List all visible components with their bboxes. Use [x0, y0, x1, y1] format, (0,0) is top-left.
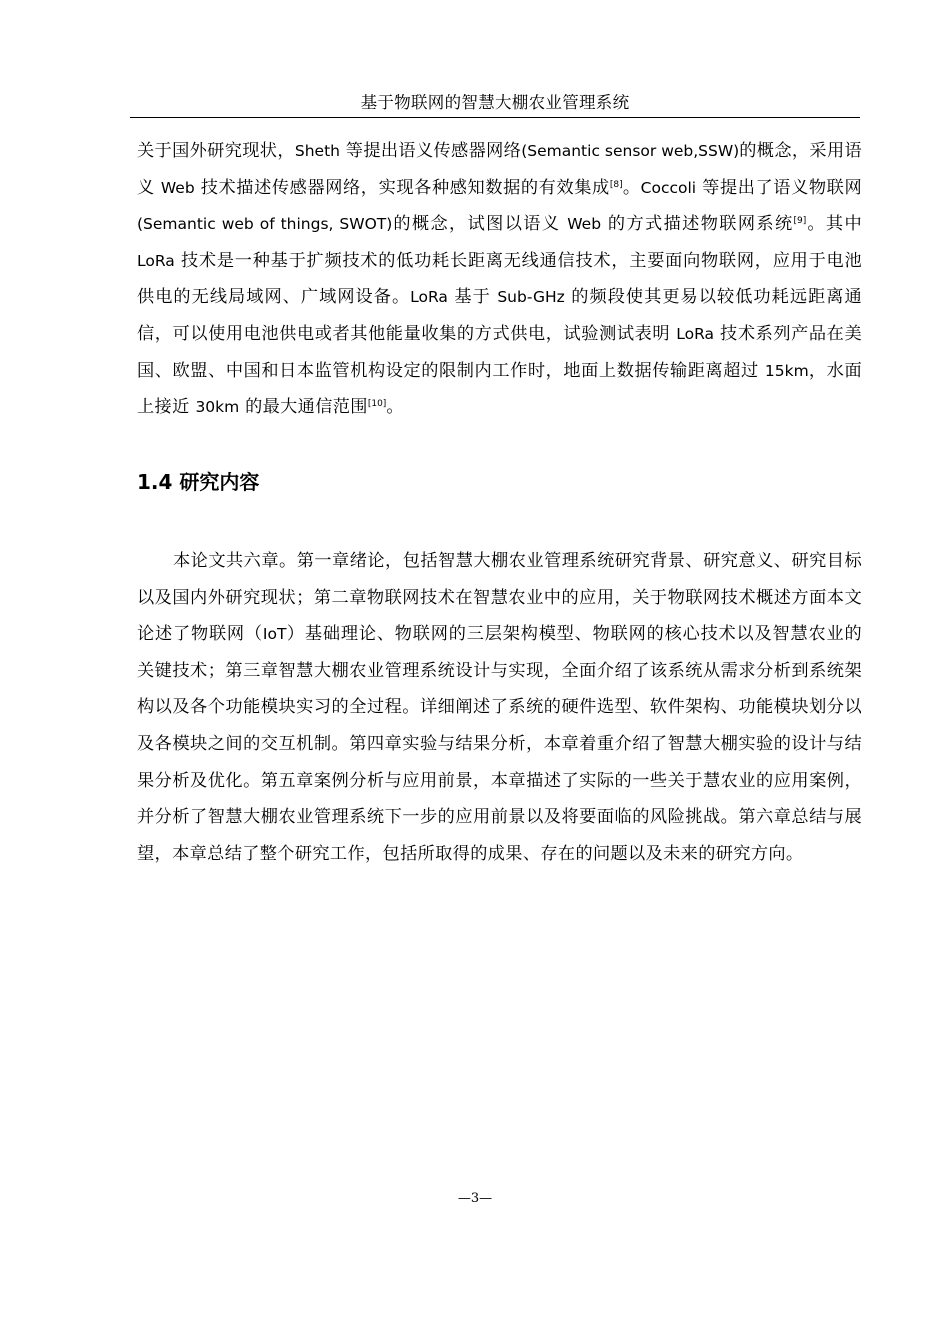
text-run: 技术系列产品在美国、欧盟、中国和日本监管机构设定的限制内工作时，地面上数据传输距离超过: [137, 323, 862, 381]
text-run-latin: Sheth: [294, 142, 340, 160]
text-run: ，水面上接近: [137, 360, 862, 418]
text-run-latin: (Semantic web of things, SWOT): [137, 215, 393, 234]
text-run: 等提出语义传感器网络: [339, 141, 522, 161]
text-run: 。: [622, 177, 641, 198]
header-divider: [130, 117, 860, 118]
text-run: 的频段使其更易以较低功耗远距离通信，可以使用电池供电或者其他能量收集的方式供电，试验测试表明: [137, 287, 862, 344]
text-run-latin: Web: [567, 215, 602, 234]
text-run-latin: IoT: [262, 625, 287, 644]
text-run: 。其中: [806, 214, 862, 235]
paragraph-foreign-research: [137, 133, 862, 426]
text-run-latin: LoRa: [137, 251, 175, 270]
text-run-latin: 15km: [764, 361, 809, 380]
text-run: 的方式描述物联网系统: [601, 214, 794, 235]
text-run-latin: 30km: [195, 398, 240, 417]
text-run: 技术描述传感器网络，实现各种感知数据的有效集成: [194, 177, 610, 198]
text-run: 的最大通信范围: [239, 397, 368, 418]
text-run: 技术是一种基于扩频技术的低功耗长距离无线通信技术，主要面向物联网，应用于电池供电的无线局域网、广域网设备。: [137, 250, 862, 308]
text-run-latin: (Semantic sensor web,SSW): [521, 142, 740, 160]
text-run: ）基础理论、物联网的三层架构模型、物联网的核心技术以及智慧农业的关键技术；第三章智慧大棚农业管理系统设计与实现，全面介绍了该系统从需求分析到系统架构以及各个功能模块实习的全过程。详细阐述了系统的硬件选型、软件架构、功能模块划分以及各模块之间的交互机制。第四章实验与结果分析，本章着重介绍了智慧大棚实验的设计与结果分析及优化。第五章案例分析与应用前景，本章描述了实际的一些关于慧农业的应用案例，并分析了智慧大棚农业管理系统下一步的应用前景以及将要面临的风险挑战。第六章总结与展望，本章总结了整个研究工作，包括所取得的成果、存在的问题以及未来的研究方向。: [137, 624, 862, 864]
text-run: 基于: [447, 287, 498, 308]
running-header-title: 基于物联网的智慧大棚农业管理系统: [360, 93, 630, 112]
citation-ref: [8]: [609, 179, 623, 190]
text-run-latin: LoRa: [410, 288, 448, 307]
text-run: 本论文共六章。第一章绪论，包括智慧大棚农业管理系统研究背景、研究意义、研究目标以及国内外研究现状；第二章物联网技术在智慧农业中的应用，关于物联网技术概述方面本文论述了物联网（: [137, 551, 862, 645]
page-number: —3—: [457, 1191, 493, 1206]
text-run-latin: Web: [160, 178, 195, 197]
text-run: 的概念，试图以语义: [392, 214, 568, 235]
text-run-latin: LoRa: [676, 324, 714, 343]
text-run-latin: Sub-GHz: [497, 288, 565, 307]
section-heading: 1.4 研究内容: [137, 470, 260, 494]
text-run: 关于国外研究现状，: [137, 141, 295, 161]
citation-ref: [9]: [793, 216, 807, 227]
citation-ref: [10]: [367, 399, 387, 410]
paragraph-research-content: [137, 543, 862, 872]
text-run: 等提出了语义物联网: [696, 177, 862, 198]
text-run-latin: Coccoli: [640, 178, 697, 197]
text-run: 的概念，采用语义: [137, 141, 863, 198]
text-run: 。: [386, 397, 404, 418]
